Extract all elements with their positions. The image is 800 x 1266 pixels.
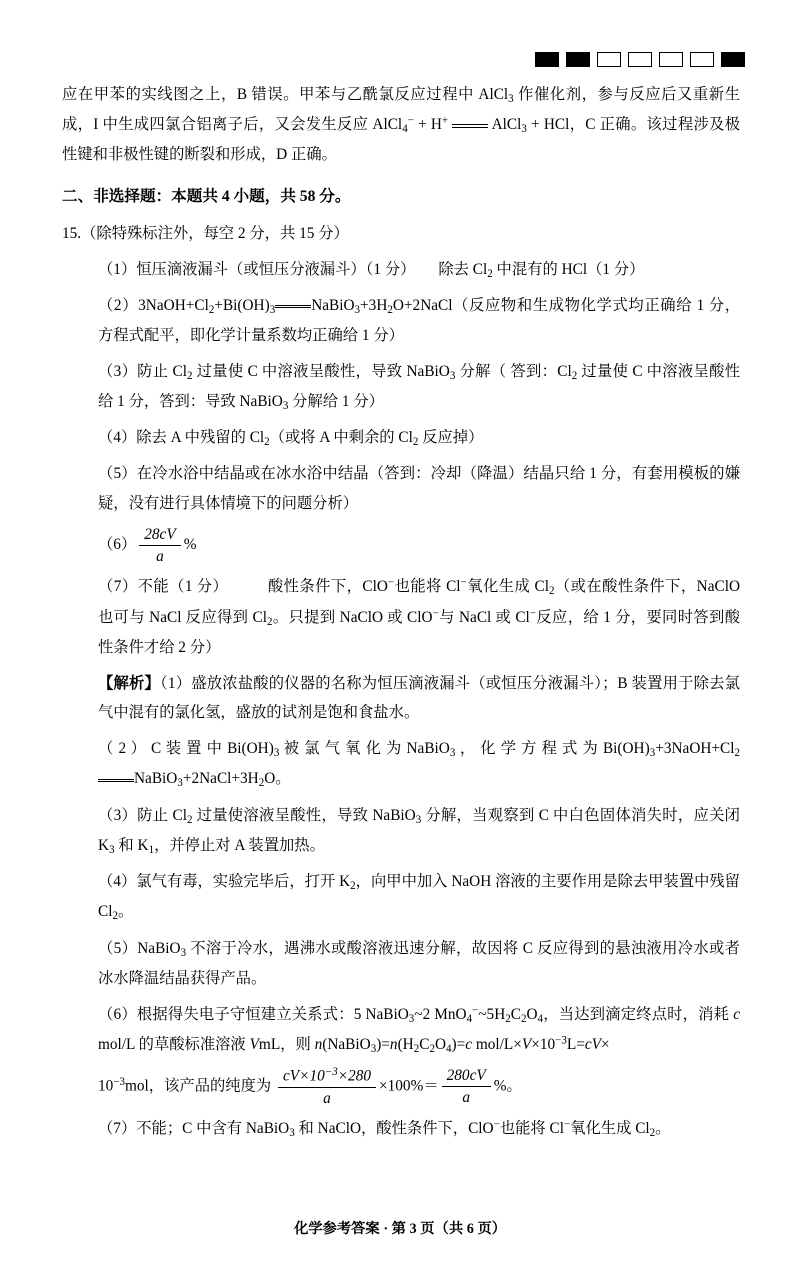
answer-item-6: （6） $\frac{28cV}{a}$ %	[98, 526, 197, 566]
answer-item-1: （1）恒压滴液漏斗（或恒压分液漏斗）（1 分） 除去 $Cl_2$ 中混有的 HCl（1 分）	[98, 260, 645, 280]
analysis-item-3: （3）防止 $Cl_2$ 过量使溶液呈酸性，导致 NaBiO$_3$ 分解，当观察到 C 中白色固体消失时，应关闭 $K_3$ 和 $K_1$，并停止对 A 装置加热。	[98, 806, 740, 856]
footer-title: 化学参考答案	[293, 1221, 380, 1237]
document-body	[62, 80, 740, 1150]
analysis-item-7: （7）不能；C 中含有 NaBiO$_3$ 和 NaClO，酸性条件下，ClO−也能将 Cl−氧化生成 $Cl_2$。	[98, 1118, 671, 1139]
analysis-item-1: 【解析】（1）盛放浓盐酸的仪器的名称为恒压滴液漏斗（或恒压分液漏斗）；B 装置用于除去氯气中混有的氯化氢，盛放的试剂是饱和食盐水。	[98, 674, 740, 722]
footer-separator: ·	[383, 1221, 389, 1237]
barcode-segment	[597, 52, 621, 67]
barcode-segment	[535, 52, 559, 67]
analysis-item-4: （4）氯气有毒，实验完毕后，打开 $K_2$，向甲中加入 NaOH 溶液的主要作用是除去甲装置中残留 $Cl_2$。	[98, 873, 740, 923]
barcode-marks	[535, 52, 745, 67]
intro-paragraph: 应在甲苯的实线图之上，B 错误。甲苯与乙酰氯反应过程中 AlCl$_3$ 作催化剂，参与反应后又重新生成，I 中生成四氯合铝离子后，又会发生反应 AlCl$_4$− + H+ AlCl$_3$ + HCl，C 正确。该过程涉及极性键和非极性键的断裂和形成，D 正确。	[62, 86, 741, 164]
question-number: 15.（除特殊标注外，每空 2 分，共 15 分）	[62, 224, 349, 242]
formula-6-denominator: a	[156, 548, 164, 566]
barcode-segment	[690, 52, 714, 67]
page-footer	[0, 1218, 800, 1238]
analysis-item-6: （6）根据得失电子守恒建立关系式：5 NaBiO$_3$~2 $MnO_4^-\sim 5H_2C_2O_4$，当达到滴定终点时，消耗 c mol/L 的草酸标准溶液 VmL，则 $n(NaBiO_3)=n(H_2C_2O_4)=c$ mol/$L\times V\times 10^{-3}L=cV\times$	[98, 1004, 740, 1055]
analysis-item-6-formula: $10^{-3}mol$，该产品的纯度为 $\frac{cV\times 10^{-3}\times 280}{a}$ ×100%＝ $\frac{280cV}{a}$ %。	[98, 1066, 522, 1107]
answer-item-7: （7）不能（1 分） 酸性条件下，ClO−也能将 Cl−氧化生成 $Cl_2$（或在酸性条件下，NaClO 也可与 NaCl 反应得到 $Cl_2$。只提到 NaClO 或 ClO−与 NaCl 或 Cl−反应，给 1 分，要同时答到酸性条件才给 2 分）	[98, 576, 741, 656]
answer-item-2: $(2)3NaOH+Cl_2+Bi(OH)_3$ $NaBiO_3+3H_2O+2NaCl$（反应物和生成物化学式均正确给 1 分，方程式配平，即化学计量系数均正确给 1 分）	[98, 296, 740, 344]
barcode-segment	[721, 52, 745, 67]
barcode-segment	[659, 52, 683, 67]
formula-6	[139, 525, 180, 566]
formula-6-numerator: 28cV	[139, 525, 180, 546]
analysis-formula-left: $\frac{cV\times 10^{-3}\times 280}{a}$	[278, 1066, 376, 1108]
barcode-segment	[566, 52, 590, 67]
formula-6-suffix: %	[183, 536, 197, 554]
barcode-segment	[628, 52, 652, 67]
answer-item-5: （5）在冷水浴中结晶或在冰水浴中结晶（答到：冷却（降温）结晶只给 1 分，有套用模板的嫌疑，没有进行具体情境下的问题分析）	[98, 465, 740, 513]
section-heading: 二、非选择题：本题共 4 小题，共 58 分。	[62, 188, 351, 206]
answer-item-4: （4）除去 A 中残留的 $Cl_2$（或将 A 中剩余的 $Cl_2$ 反应掉）	[98, 429, 484, 448]
analysis-formula-right: $\frac{280cV}{a}$	[442, 1066, 491, 1107]
footer-page: 第 3 页（共 6 页）	[391, 1221, 507, 1237]
analysis-label: 【解析】	[98, 674, 161, 692]
answer-item-3: （3）防止 $Cl_2$ 过量使 C 中溶液呈酸性，导致 NaBiO$_3$ 分解（ 答到：$Cl_2$ 过量使 C 中溶液呈酸性给 1 分，答到：导致 NaBiO$_3$ 分解给 1 分）	[98, 362, 740, 412]
analysis-item-2: （ 2 ） C 装 置 中 $Bi(OH)_3$ 被 氯 气 氧 化 为 NaBiO$_3$ ， 化 学 方 程 式 为 $Bi(OH)_3+3NaOH+Cl_2NaBiO_3+2NaCl+3H_2O$。	[98, 740, 740, 790]
analysis-item-5: （5）NaBiO$_3$ 不溶于冷水，遇沸水或酸溶液迅速分解，故因将 C 反应得到的悬浊液用冷水或者冰水降温结晶获得产品。	[98, 939, 740, 987]
